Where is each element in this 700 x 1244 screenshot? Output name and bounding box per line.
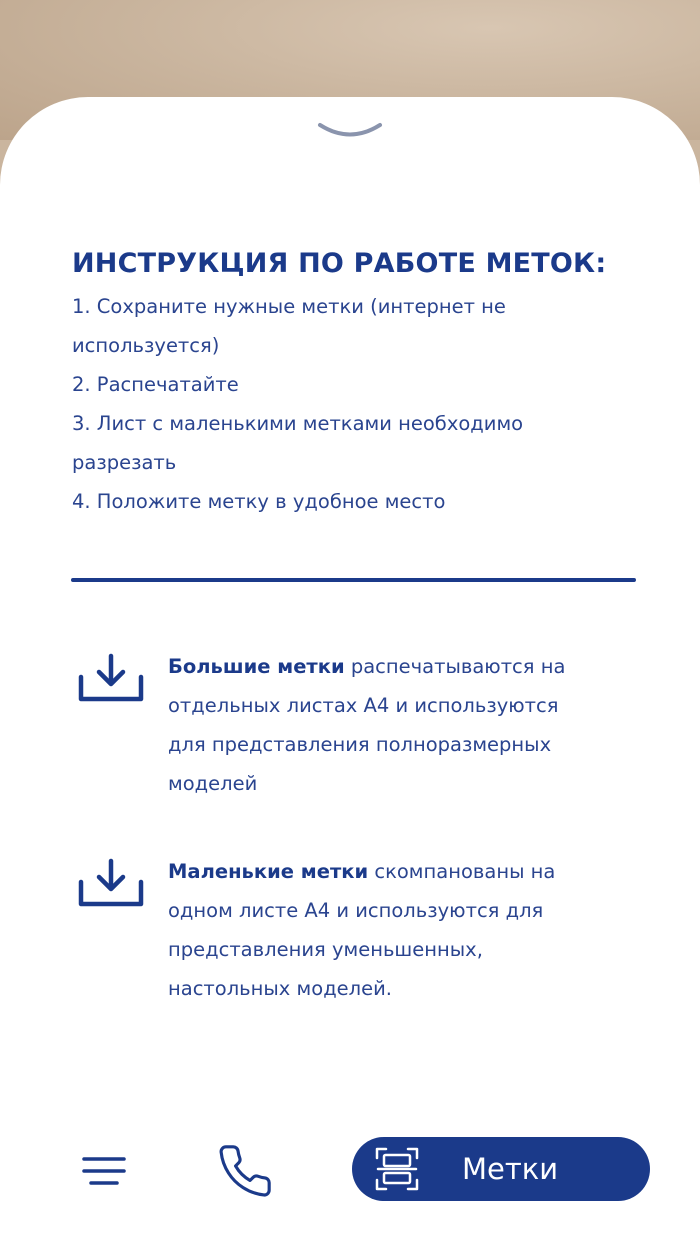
large-marks-text-3: для представления полноразмерных bbox=[168, 733, 552, 756]
step-3-line-2: разрезать bbox=[72, 451, 177, 474]
small-marks-text-2: одном листе А4 и используются для bbox=[168, 899, 544, 922]
small-marks-description bbox=[168, 852, 598, 1008]
download-large-marks-icon[interactable] bbox=[78, 653, 144, 705]
step-4: 4. Положите метку в удобное место bbox=[72, 490, 446, 513]
large-marks-text-1: распечатываются на bbox=[344, 655, 566, 678]
marks-button-label: Метки bbox=[462, 1152, 559, 1186]
instructions-list bbox=[72, 287, 612, 521]
section-divider bbox=[71, 578, 636, 582]
step-1-line-1: 1. Сохраните нужные метки (интернет не bbox=[72, 295, 506, 318]
bottom-navigation bbox=[0, 1120, 700, 1220]
large-marks-description bbox=[168, 647, 598, 803]
collapse-chevron-icon[interactable] bbox=[316, 118, 384, 146]
large-marks-title: Большие метки bbox=[168, 655, 345, 678]
phone-icon[interactable] bbox=[214, 1142, 276, 1200]
hamburger-menu-icon[interactable] bbox=[78, 1150, 130, 1192]
step-1-line-2: используется) bbox=[72, 334, 220, 357]
small-marks-text-3: представления уменьшенных, bbox=[168, 938, 483, 961]
download-small-marks-icon[interactable] bbox=[78, 858, 144, 910]
small-marks-text-4: настольных моделей. bbox=[168, 977, 393, 1000]
scan-frame-icon bbox=[374, 1146, 420, 1192]
large-marks-text-2: отдельных листах А4 и используются bbox=[168, 694, 559, 717]
marks-button[interactable] bbox=[352, 1137, 650, 1201]
small-marks-text-1: скомпанованы на bbox=[368, 860, 556, 883]
step-2: 2. Распечатайте bbox=[72, 373, 239, 396]
large-marks-text-4: моделей bbox=[168, 772, 258, 795]
step-3-line-1: 3. Лист с маленькими метками необходимо bbox=[72, 412, 524, 435]
instructions-title: ИНСТРУКЦИЯ ПО РАБОТЕ МЕТОК: bbox=[72, 248, 607, 279]
small-marks-title: Маленькие метки bbox=[168, 860, 369, 883]
